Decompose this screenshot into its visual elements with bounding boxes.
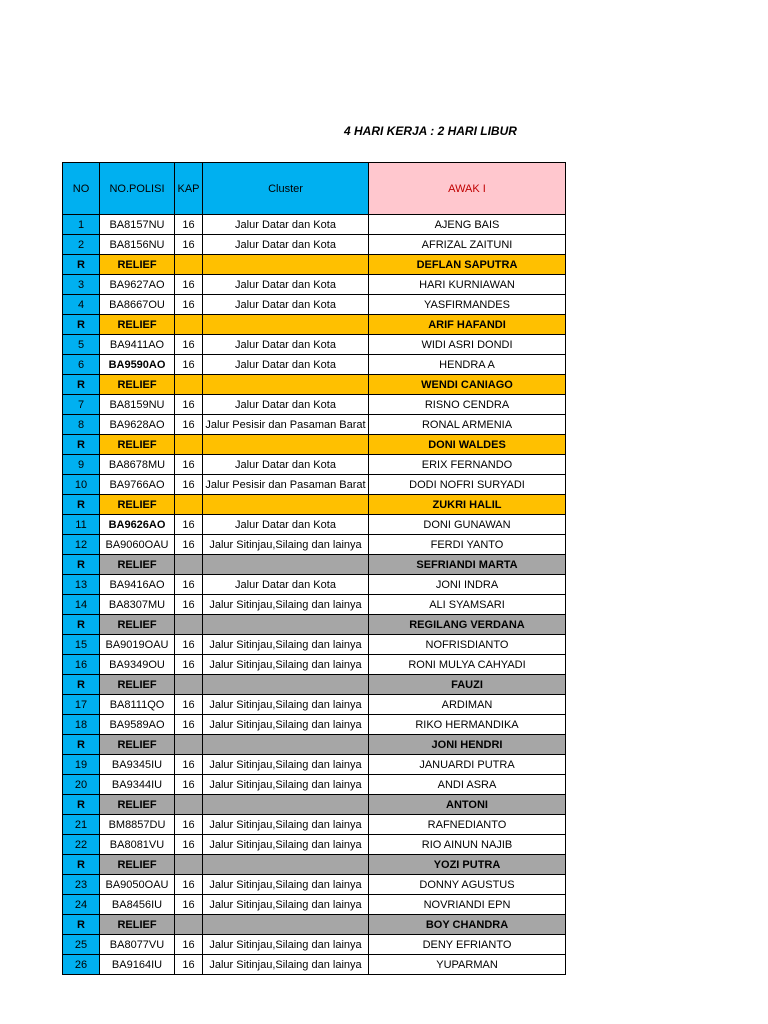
cluster-cell[interactable] xyxy=(203,255,369,275)
cluster-cell[interactable]: Jalur Datar dan Kota xyxy=(203,455,369,475)
no-cell[interactable]: 15 xyxy=(63,635,100,655)
no-cell[interactable]: 23 xyxy=(63,875,100,895)
cluster-cell[interactable] xyxy=(203,495,369,515)
polisi-cell[interactable]: BA9345IU xyxy=(100,755,175,775)
polisi-cell[interactable]: BA9164IU xyxy=(100,955,175,975)
polisi-cell[interactable]: BA8077VU xyxy=(100,935,175,955)
polisi-cell[interactable]: RELIEF xyxy=(100,255,175,275)
awak-cell[interactable]: ARDIMAN xyxy=(369,695,566,715)
kap-cell[interactable]: 16 xyxy=(175,515,203,535)
cluster-cell[interactable] xyxy=(203,375,369,395)
polisi-cell[interactable]: BA9349OU xyxy=(100,655,175,675)
awak-cell[interactable]: DONI GUNAWAN xyxy=(369,515,566,535)
header-kap[interactable]: KAP xyxy=(175,163,203,215)
roster-table xyxy=(62,162,566,975)
header-no[interactable]: NO xyxy=(63,163,100,215)
cluster-cell[interactable]: Jalur Sitinjau,Silaing dan lainya xyxy=(203,655,369,675)
polisi-cell[interactable]: BA9626AO xyxy=(100,515,175,535)
kap-cell[interactable] xyxy=(175,375,203,395)
cluster-cell[interactable]: Jalur Sitinjau,Silaing dan lainya xyxy=(203,635,369,655)
no-cell[interactable]: R xyxy=(63,435,100,455)
no-cell[interactable]: R xyxy=(63,855,100,875)
polisi-cell[interactable]: BA8307MU xyxy=(100,595,175,615)
kap-cell[interactable]: 16 xyxy=(175,535,203,555)
kap-cell[interactable]: 16 xyxy=(175,475,203,495)
kap-cell[interactable]: 16 xyxy=(175,695,203,715)
polisi-cell[interactable]: BA8111QO xyxy=(100,695,175,715)
cluster-cell[interactable]: Jalur Datar dan Kota xyxy=(203,395,369,415)
cluster-cell[interactable]: Jalur Datar dan Kota xyxy=(203,515,369,535)
cluster-cell[interactable] xyxy=(203,675,369,695)
awak-cell[interactable]: JANUARDI PUTRA xyxy=(369,755,566,775)
kap-cell[interactable]: 16 xyxy=(175,715,203,735)
kap-cell[interactable]: 16 xyxy=(175,815,203,835)
no-cell[interactable]: R xyxy=(63,915,100,935)
awak-cell[interactable]: DONNY AGUSTUS xyxy=(369,875,566,895)
kap-cell[interactable] xyxy=(175,915,203,935)
polisi-cell[interactable]: BA9050OAU xyxy=(100,875,175,895)
cluster-cell[interactable]: Jalur Datar dan Kota xyxy=(203,275,369,295)
awak-cell[interactable]: DEFLAN SAPUTRA xyxy=(369,255,566,275)
awak-cell[interactable]: ANTONI xyxy=(369,795,566,815)
no-cell[interactable]: 8 xyxy=(63,415,100,435)
kap-cell[interactable] xyxy=(175,435,203,455)
no-cell[interactable]: 20 xyxy=(63,775,100,795)
no-cell[interactable]: 10 xyxy=(63,475,100,495)
kap-cell[interactable] xyxy=(175,675,203,695)
no-cell[interactable]: 2 xyxy=(63,235,100,255)
kap-cell[interactable]: 16 xyxy=(175,935,203,955)
polisi-cell[interactable]: BA9019OAU xyxy=(100,635,175,655)
awak-cell[interactable]: BOY CHANDRA xyxy=(369,915,566,935)
cluster-cell[interactable] xyxy=(203,555,369,575)
awak-cell[interactable]: WENDI CANIAGO xyxy=(369,375,566,395)
cluster-cell[interactable] xyxy=(203,735,369,755)
table-row xyxy=(63,535,566,555)
polisi-cell[interactable]: BA9060OAU xyxy=(100,535,175,555)
polisi-cell[interactable]: RELIEF xyxy=(100,435,175,455)
kap-cell[interactable]: 16 xyxy=(175,335,203,355)
cluster-cell[interactable]: Jalur Sitinjau,Silaing dan lainya xyxy=(203,875,369,895)
polisi-cell[interactable]: RELIEF xyxy=(100,375,175,395)
table-row xyxy=(63,235,566,255)
no-cell[interactable]: 5 xyxy=(63,335,100,355)
cluster-cell[interactable]: Jalur Datar dan Kota xyxy=(203,575,369,595)
awak-cell[interactable]: JONI INDRA xyxy=(369,575,566,595)
awak-cell[interactable]: ANDI ASRA xyxy=(369,775,566,795)
kap-cell[interactable] xyxy=(175,735,203,755)
cluster-cell[interactable]: Jalur Sitinjau,Silaing dan lainya xyxy=(203,535,369,555)
kap-cell[interactable]: 16 xyxy=(175,775,203,795)
cluster-cell[interactable] xyxy=(203,615,369,635)
cluster-cell[interactable]: Jalur Sitinjau,Silaing dan lainya xyxy=(203,835,369,855)
kap-cell[interactable] xyxy=(175,555,203,575)
no-cell[interactable]: R xyxy=(63,795,100,815)
polisi-cell[interactable]: RELIEF xyxy=(100,555,175,575)
awak-cell[interactable]: YASFIRMANDES xyxy=(369,295,566,315)
table-row xyxy=(63,395,566,415)
table-row xyxy=(63,695,566,715)
relief-row xyxy=(63,915,566,935)
polisi-cell[interactable]: BA9416AO xyxy=(100,575,175,595)
no-cell[interactable]: R xyxy=(63,495,100,515)
kap-cell[interactable]: 16 xyxy=(175,895,203,915)
awak-cell[interactable]: ERIX FERNANDO xyxy=(369,455,566,475)
table-row xyxy=(63,875,566,895)
no-cell[interactable]: 12 xyxy=(63,535,100,555)
table-row xyxy=(63,935,566,955)
awak-cell[interactable]: REGILANG VERDANA xyxy=(369,615,566,635)
awak-cell[interactable]: FERDI YANTO xyxy=(369,535,566,555)
table-row xyxy=(63,635,566,655)
kap-cell[interactable]: 16 xyxy=(175,275,203,295)
cluster-cell[interactable] xyxy=(203,915,369,935)
polisi-cell[interactable]: BA9590AO xyxy=(100,355,175,375)
polisi-cell[interactable]: BA8081VU xyxy=(100,835,175,855)
kap-cell[interactable]: 16 xyxy=(175,955,203,975)
kap-cell[interactable] xyxy=(175,615,203,635)
polisi-cell[interactable]: RELIEF xyxy=(100,615,175,635)
cluster-cell[interactable]: Jalur Pesisir dan Pasaman Barat xyxy=(203,475,369,495)
table-row xyxy=(63,335,566,355)
polisi-cell[interactable]: BM8857DU xyxy=(100,815,175,835)
awak-cell[interactable]: ALI SYAMSARI xyxy=(369,595,566,615)
polisi-cell[interactable]: RELIEF xyxy=(100,735,175,755)
cluster-cell[interactable]: Jalur Sitinjau,Silaing dan lainya xyxy=(203,595,369,615)
table-row xyxy=(63,575,566,595)
awak-cell[interactable]: DODI NOFRI SURYADI xyxy=(369,475,566,495)
table-row xyxy=(63,715,566,735)
relief-row xyxy=(63,315,566,335)
kap-cell[interactable]: 16 xyxy=(175,595,203,615)
no-cell[interactable]: 4 xyxy=(63,295,100,315)
no-cell[interactable]: 19 xyxy=(63,755,100,775)
polisi-cell[interactable]: BA8456IU xyxy=(100,895,175,915)
table-row xyxy=(63,595,566,615)
kap-cell[interactable] xyxy=(175,855,203,875)
no-cell[interactable]: R xyxy=(63,315,100,335)
relief-row xyxy=(63,495,566,515)
no-cell[interactable]: 3 xyxy=(63,275,100,295)
no-cell[interactable]: 22 xyxy=(63,835,100,855)
cluster-cell[interactable]: Jalur Sitinjau,Silaing dan lainya xyxy=(203,755,369,775)
kap-cell[interactable]: 16 xyxy=(175,395,203,415)
awak-cell[interactable]: FAUZI xyxy=(369,675,566,695)
cluster-cell[interactable]: Jalur Sitinjau,Silaing dan lainya xyxy=(203,695,369,715)
header-polisi[interactable]: NO.POLISI xyxy=(100,163,175,215)
awak-cell[interactable]: WIDI ASRI DONDI xyxy=(369,335,566,355)
awak-cell[interactable]: RONI MULYA CAHYADI xyxy=(369,655,566,675)
table-row xyxy=(63,755,566,775)
no-cell[interactable]: 25 xyxy=(63,935,100,955)
table-row xyxy=(63,815,566,835)
polisi-cell[interactable]: BA9589AO xyxy=(100,715,175,735)
awak-cell[interactable]: AFRIZAL ZAITUNI xyxy=(369,235,566,255)
awak-cell[interactable]: RAFNEDIANTO xyxy=(369,815,566,835)
polisi-cell[interactable]: RELIEF xyxy=(100,495,175,515)
awak-cell[interactable]: HARI KURNIAWAN xyxy=(369,275,566,295)
cluster-cell[interactable]: Jalur Sitinjau,Silaing dan lainya xyxy=(203,715,369,735)
cluster-cell[interactable] xyxy=(203,795,369,815)
no-cell[interactable]: R xyxy=(63,675,100,695)
awak-cell[interactable]: HENDRA A xyxy=(369,355,566,375)
kap-cell[interactable]: 16 xyxy=(175,295,203,315)
cluster-cell[interactable]: Jalur Datar dan Kota xyxy=(203,215,369,235)
relief-row xyxy=(63,435,566,455)
table-row xyxy=(63,895,566,915)
kap-cell[interactable]: 16 xyxy=(175,415,203,435)
no-cell[interactable]: 16 xyxy=(63,655,100,675)
polisi-cell[interactable]: BA9766AO xyxy=(100,475,175,495)
kap-cell[interactable]: 16 xyxy=(175,755,203,775)
kap-cell[interactable]: 16 xyxy=(175,215,203,235)
awak-cell[interactable]: YOZI PUTRA xyxy=(369,855,566,875)
polisi-cell[interactable]: BA8678MU xyxy=(100,455,175,475)
no-cell[interactable]: 1 xyxy=(63,215,100,235)
kap-cell[interactable] xyxy=(175,315,203,335)
header-row xyxy=(63,163,566,215)
kap-cell[interactable]: 16 xyxy=(175,455,203,475)
kap-cell[interactable]: 16 xyxy=(175,575,203,595)
table-row xyxy=(63,215,566,235)
awak-cell[interactable]: RIO AINUN NAJIB xyxy=(369,835,566,855)
relief-row xyxy=(63,255,566,275)
relief-row xyxy=(63,375,566,395)
awak-cell[interactable]: DENY EFRIANTO xyxy=(369,935,566,955)
no-cell[interactable]: R xyxy=(63,555,100,575)
awak-cell[interactable]: NOFRISDIANTO xyxy=(369,635,566,655)
no-cell[interactable]: 21 xyxy=(63,815,100,835)
relief-row xyxy=(63,615,566,635)
table-row xyxy=(63,655,566,675)
no-cell[interactable]: R xyxy=(63,615,100,635)
table-row xyxy=(63,415,566,435)
cluster-cell[interactable]: Jalur Datar dan Kota xyxy=(203,355,369,375)
awak-cell[interactable]: NOVRIANDI EPN xyxy=(369,895,566,915)
relief-row xyxy=(63,555,566,575)
polisi-cell[interactable]: BA9344IU xyxy=(100,775,175,795)
cluster-cell[interactable] xyxy=(203,315,369,335)
cluster-cell[interactable]: Jalur Sitinjau,Silaing dan lainya xyxy=(203,815,369,835)
awak-cell[interactable]: YUPARMAN xyxy=(369,955,566,975)
polisi-cell[interactable]: BA8667OU xyxy=(100,295,175,315)
awak-cell[interactable]: RONAL ARMENIA xyxy=(369,415,566,435)
cluster-cell[interactable]: Jalur Sitinjau,Silaing dan lainya xyxy=(203,935,369,955)
no-cell[interactable]: 14 xyxy=(63,595,100,615)
relief-row xyxy=(63,675,566,695)
awak-cell[interactable]: ZUKRI HALIL xyxy=(369,495,566,515)
no-cell[interactable]: R xyxy=(63,375,100,395)
table-row xyxy=(63,775,566,795)
header-cluster[interactable]: Cluster xyxy=(203,163,369,215)
polisi-cell[interactable]: BA9628AO xyxy=(100,415,175,435)
no-cell[interactable]: 7 xyxy=(63,395,100,415)
no-cell[interactable]: 24 xyxy=(63,895,100,915)
no-cell[interactable]: R xyxy=(63,735,100,755)
awak-cell[interactable]: JONI HENDRI xyxy=(369,735,566,755)
kap-cell[interactable]: 16 xyxy=(175,655,203,675)
kap-cell[interactable]: 16 xyxy=(175,235,203,255)
relief-row xyxy=(63,735,566,755)
table-row xyxy=(63,475,566,495)
no-cell[interactable]: 18 xyxy=(63,715,100,735)
relief-row xyxy=(63,795,566,815)
header-awak[interactable]: AWAK I xyxy=(369,163,566,215)
awak-cell[interactable]: DONI WALDES xyxy=(369,435,566,455)
kap-cell[interactable]: 16 xyxy=(175,875,203,895)
cluster-cell[interactable]: Jalur Datar dan Kota xyxy=(203,295,369,315)
awak-cell[interactable]: ARIF HAFANDI xyxy=(369,315,566,335)
table-row xyxy=(63,275,566,295)
no-cell[interactable]: 6 xyxy=(63,355,100,375)
table-row xyxy=(63,515,566,535)
awak-cell[interactable]: AJENG BAIS xyxy=(369,215,566,235)
polisi-cell[interactable]: BA9627AO xyxy=(100,275,175,295)
awak-cell[interactable]: RIKO HERMANDIKA xyxy=(369,715,566,735)
cluster-cell[interactable] xyxy=(203,435,369,455)
table-row xyxy=(63,355,566,375)
awak-cell[interactable]: SEFRIANDI MARTA xyxy=(369,555,566,575)
polisi-cell[interactable]: BA8159NU xyxy=(100,395,175,415)
page-title: 4 HARI KERJA : 2 HARI LIBUR xyxy=(344,124,517,138)
kap-cell[interactable]: 16 xyxy=(175,635,203,655)
kap-cell[interactable] xyxy=(175,795,203,815)
no-cell[interactable]: 9 xyxy=(63,455,100,475)
kap-cell[interactable] xyxy=(175,495,203,515)
no-cell[interactable]: 13 xyxy=(63,575,100,595)
table-row xyxy=(63,455,566,475)
table-row xyxy=(63,295,566,315)
polisi-cell[interactable]: RELIEF xyxy=(100,675,175,695)
roster-body xyxy=(63,215,566,975)
no-cell[interactable]: R xyxy=(63,255,100,275)
polisi-cell[interactable]: RELIEF xyxy=(100,915,175,935)
polisi-cell[interactable]: BA8157NU xyxy=(100,215,175,235)
table-row xyxy=(63,835,566,855)
cluster-cell[interactable]: Jalur Pesisir dan Pasaman Barat xyxy=(203,415,369,435)
polisi-cell[interactable]: RELIEF xyxy=(100,795,175,815)
kap-cell[interactable] xyxy=(175,255,203,275)
cluster-cell[interactable]: Jalur Datar dan Kota xyxy=(203,335,369,355)
cluster-cell[interactable]: Jalur Sitinjau,Silaing dan lainya xyxy=(203,895,369,915)
cluster-cell[interactable] xyxy=(203,855,369,875)
polisi-cell[interactable]: BA8156NU xyxy=(100,235,175,255)
table-row xyxy=(63,955,566,975)
cluster-cell[interactable]: Jalur Sitinjau,Silaing dan lainya xyxy=(203,955,369,975)
polisi-cell[interactable]: RELIEF xyxy=(100,315,175,335)
polisi-cell[interactable]: BA9411AO xyxy=(100,335,175,355)
cluster-cell[interactable]: Jalur Datar dan Kota xyxy=(203,235,369,255)
awak-cell[interactable]: RISNO CENDRA xyxy=(369,395,566,415)
relief-row xyxy=(63,855,566,875)
no-cell[interactable]: 11 xyxy=(63,515,100,535)
kap-cell[interactable]: 16 xyxy=(175,835,203,855)
no-cell[interactable]: 17 xyxy=(63,695,100,715)
kap-cell[interactable]: 16 xyxy=(175,355,203,375)
cluster-cell[interactable]: Jalur Sitinjau,Silaing dan lainya xyxy=(203,775,369,795)
polisi-cell[interactable]: RELIEF xyxy=(100,855,175,875)
no-cell[interactable]: 26 xyxy=(63,955,100,975)
